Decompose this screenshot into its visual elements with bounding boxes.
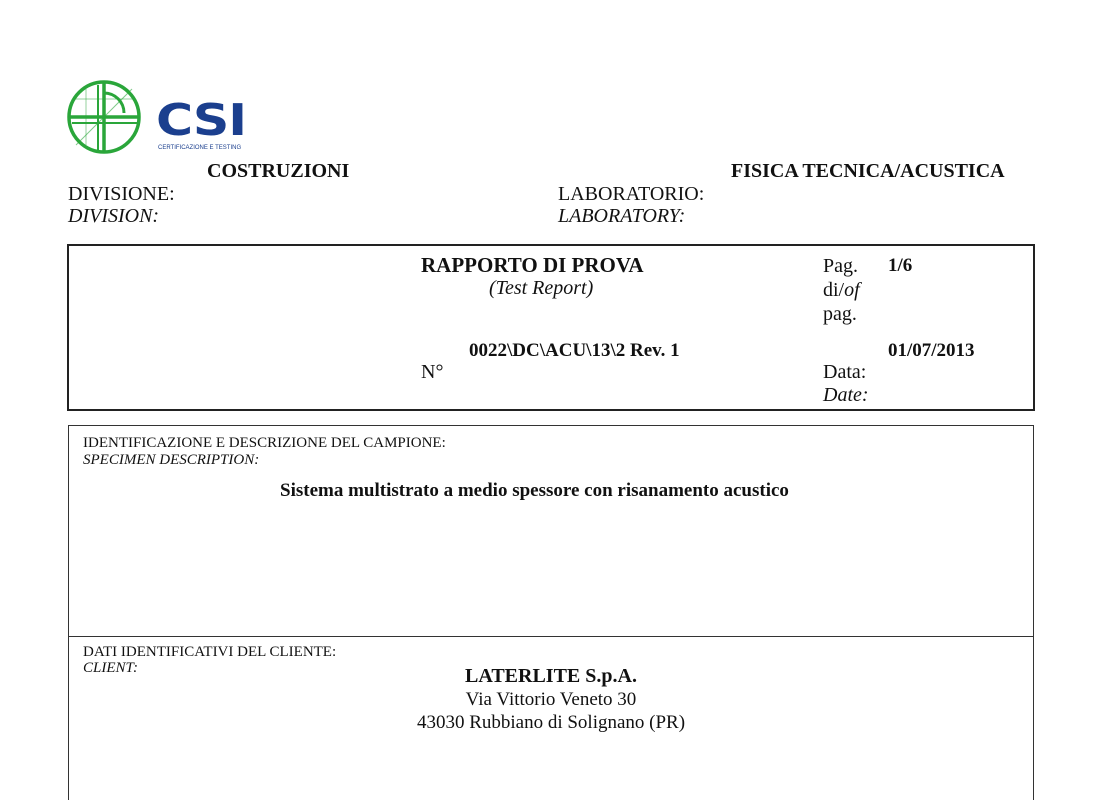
division-label: DIVISIONE: <box>68 183 175 205</box>
date-label: Data: <box>823 361 867 383</box>
specimen-description: Sistema multistrato a medio spessore con risanamento acustico <box>280 480 789 501</box>
client-name: LATERLITE S.p.A. <box>465 665 637 687</box>
csi-emblem-icon <box>66 79 144 157</box>
report-title: RAPPORTO DI PROVA <box>421 253 644 277</box>
section-divider <box>68 636 1034 637</box>
client-info <box>68 665 1034 734</box>
laboratory-label: LABORATORIO: <box>558 183 705 205</box>
report-number-value: 0022\DC\ACU\13\2 Rev. 1 <box>469 340 680 361</box>
client-address-city: 43030 Rubbiano di Solignano (PR) <box>416 712 686 733</box>
division-value: COSTRUZIONI <box>207 160 350 182</box>
laboratory-value: FISICA TECNICA/ACUSTICA <box>731 160 1005 182</box>
logo-tagline: CERTIFICAZIONE E TESTING <box>158 145 242 151</box>
client-address-street: Via Vittorio Veneto 30 <box>465 689 637 710</box>
division-label-en: DIVISION: <box>68 205 160 227</box>
client-label-en: CLIENT: <box>83 660 139 676</box>
page-label: Pag. <box>823 255 858 277</box>
date-label-en: Date: <box>823 384 869 406</box>
date-value: 01/07/2013 <box>888 340 975 361</box>
specimen-label: IDENTIFICAZIONE E DESCRIZIONE DEL CAMPIONE: <box>83 435 446 451</box>
specimen-label-en: SPECIMEN DESCRIPTION: <box>83 452 260 468</box>
logo-brand-text: CSI <box>156 95 246 146</box>
page-value: 1/6 <box>888 255 913 276</box>
page-of-label-en: of <box>844 279 860 301</box>
report-number-label: N° <box>421 361 444 383</box>
client-label: DATI IDENTIFICATIVI DEL CLIENTE: <box>83 644 337 660</box>
page-of-label <box>823 280 860 300</box>
report-subtitle: (Test Report) <box>489 277 594 299</box>
page-label-2: pag. <box>823 303 857 325</box>
page-of-label-it: di/ <box>823 279 845 301</box>
laboratory-label-en: LABORATORY: <box>558 205 686 227</box>
csi-logo <box>66 79 144 162</box>
